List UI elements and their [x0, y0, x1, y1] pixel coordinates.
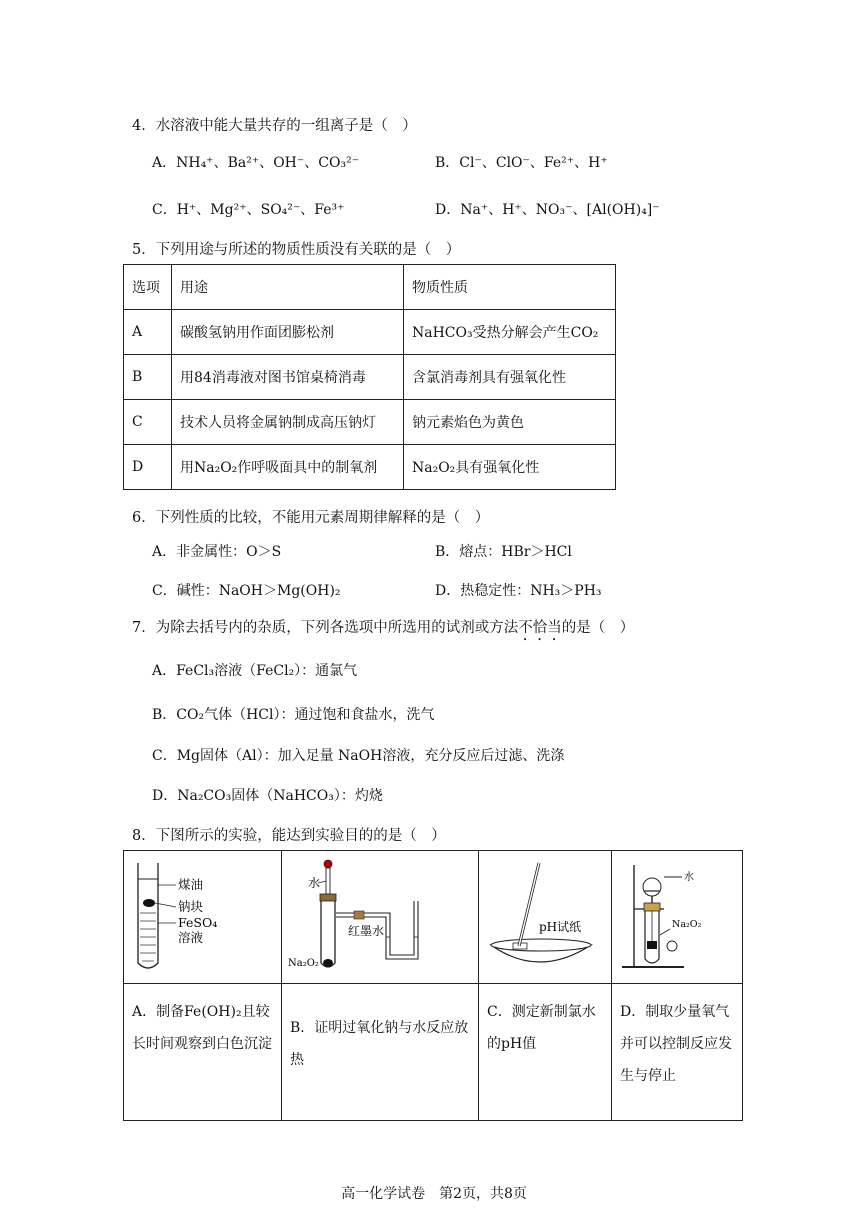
caption-a: A．制备Fe(OH)₂且较长时间观察到白色沉淀	[124, 984, 282, 1121]
q7-stem-end: 的是（ ）	[561, 620, 635, 636]
q5-stem: 5．下列用途与所述的物质性质没有关联的是（ ）	[132, 242, 461, 258]
q7-option-a: A．FeCl₃溶液（FeCl₂）：通氯气	[152, 663, 358, 679]
caption-c: C．测定新制氯水的pH值	[479, 984, 612, 1121]
q8-table	[123, 850, 743, 1121]
label-water-d: 水	[684, 872, 694, 883]
q6-option-a: A．非金属性：O＞S	[152, 544, 282, 560]
header-cell: 选项	[124, 265, 172, 310]
q4-option-a: A．NH₄⁺、Ba²⁺、OH⁻、CO₃²⁻	[152, 155, 360, 171]
ph-dish-figure	[479, 851, 611, 979]
label-na2o2-d: Na₂O₂	[672, 919, 702, 930]
label-na2o2: Na₂O₂	[288, 958, 319, 969]
q4-option-b: B．Cl⁻、ClO⁻、Fe²⁺、H⁺	[435, 155, 608, 171]
cell: 技术人员将金属钠制成高压钠灯	[172, 400, 404, 445]
label-ph-paper: pH试纸	[539, 920, 582, 934]
figure-d-cell	[612, 851, 743, 984]
cell: A	[124, 310, 172, 355]
q7-stem-text: 7．为除去括号内的杂质，下列各选项中所选用的试剂或方法	[132, 620, 519, 636]
table-row	[124, 445, 616, 490]
caption-d: D．制取少量氧气并可以控制反应发生与停止	[612, 984, 743, 1121]
label-kerosene: 煤油	[178, 877, 204, 892]
cell: C	[124, 400, 172, 445]
table-header-row	[124, 265, 616, 310]
test-tube-figure	[124, 851, 281, 979]
table-row	[124, 310, 616, 355]
q4-option-d: D．Na⁺、H⁺、NO₃⁻、[Al(OH)₄]⁻	[435, 202, 660, 218]
label-solution: 溶液	[178, 930, 204, 945]
cell: 用84消毒液对图书馆桌椅消毒	[172, 355, 404, 400]
q7-option-c: C．Mg固体（Al）：加入足量 NaOH溶液，充分反应后过滤、洗涤	[152, 748, 565, 764]
q7-option-b: B．CO₂气体（HCl）：通过饱和食盐水，洗气	[152, 707, 435, 723]
figure-a-cell	[124, 851, 282, 984]
q6-stem: 6．下列性质的比较，不能用元素周期律解释的是（ ）	[132, 510, 490, 526]
cell: D	[124, 445, 172, 490]
q5-table	[123, 264, 616, 490]
page-footer: 高一化学试卷 第2页，共8页	[341, 1186, 527, 1202]
cell: B	[124, 355, 172, 400]
label-sodium: 钠块	[178, 899, 204, 914]
q6-option-c: C．碱性：NaOH＞Mg(OH)₂	[152, 583, 341, 599]
figure-c-cell	[479, 851, 612, 984]
figure-b-cell	[282, 851, 479, 984]
q4-stem: 4．水溶液中能大量共存的一组离子是（ ）	[132, 118, 417, 134]
q8-stem: 8．下图所示的实验，能达到实验目的的是（ ）	[132, 828, 446, 844]
figure-row	[124, 851, 743, 984]
table-row	[124, 355, 616, 400]
cell: 钠元素焰色为黄色	[404, 400, 616, 445]
header-cell: 物质性质	[404, 265, 616, 310]
q6-option-d: D．热稳定性：NH₃＞PH₃	[435, 583, 602, 599]
table-row	[124, 400, 616, 445]
q7-stem	[132, 616, 634, 644]
q7-option-d: D．Na₂CO₃固体（NaHCO₃）：灼烧	[152, 788, 383, 804]
q6-option-b: B．熔点：HBr＞HCl	[435, 544, 572, 560]
label-water: 水	[308, 876, 321, 890]
header-cell: 用途	[172, 265, 404, 310]
label-feso4: FeSO₄	[178, 915, 218, 930]
u-tube-figure	[282, 851, 478, 979]
label-red-ink: 红墨水	[348, 924, 385, 938]
gas-apparatus-figure	[612, 851, 742, 979]
cell: 碳酸氢钠用作面团膨松剂	[172, 310, 404, 355]
caption-b: B．证明过氧化钠与水反应放热	[282, 984, 479, 1121]
q4-option-c: C．H⁺、Mg²⁺、SO₄²⁻、Fe³⁺	[152, 202, 345, 218]
cell: 含氯消毒剂具有强氧化性	[404, 355, 616, 400]
cell: 用Na₂O₂作呼吸面具中的制氧剂	[172, 445, 404, 490]
cell: Na₂O₂具有强氧化性	[404, 445, 616, 490]
q7-stem-emphasis: 不恰当	[518, 620, 562, 636]
cell: NaHCO₃受热分解会产生CO₂	[404, 310, 616, 355]
caption-row	[124, 984, 743, 1121]
